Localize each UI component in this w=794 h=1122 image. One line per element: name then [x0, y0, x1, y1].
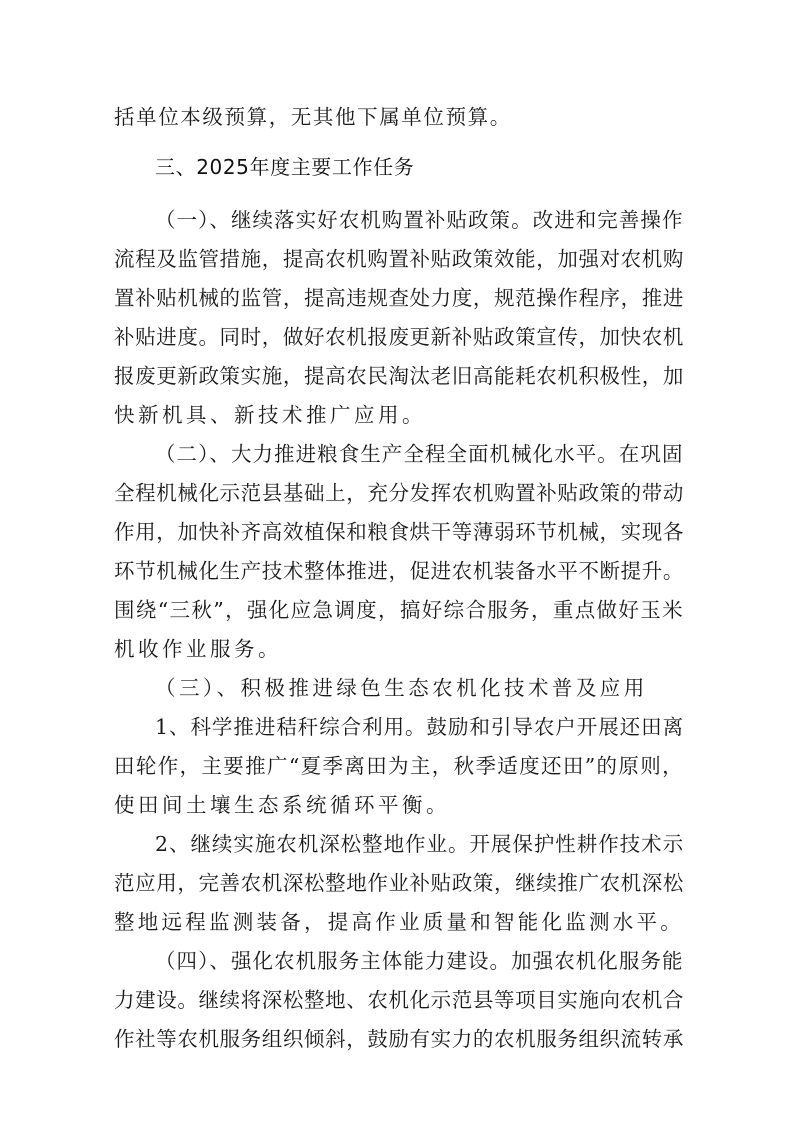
text-line: 围绕“三秋”，强化应急调度，搞好综合服务，重点做好玉米 — [114, 598, 684, 622]
text-line: 补贴进度。同时，做好农机报废更新补贴政策宣传，加快农机 — [114, 325, 684, 349]
text-line: 2、继续实施农机深松整地作业。开展保护性耕作技术示 — [155, 832, 685, 856]
text-line: 报废更新政策实施，提高农民淘汰老旧高能耗农机积极性，加 — [114, 364, 684, 388]
text-line: 田轮作，主要推广“夏季离田为主，秋季适度还田”的原则， — [114, 754, 684, 778]
text-line: 作用，加快补齐高效植保和粮食烘干等薄弱环节机械，实现各 — [114, 520, 684, 544]
text-line: 使田间土壤生态系统循环平衡。 — [114, 793, 450, 817]
text-line: 流程及监管措施，提高农机购置补贴政策效能，加强对农机购 — [114, 247, 684, 271]
text-line: （二）、大力推进粮食生产全程全面机械化水平。在巩固 — [155, 442, 684, 466]
text-line: 范应用，完善农机深松整地作业补贴政策，继续推广农机深松 — [114, 871, 684, 895]
text-line: 力建设。继续将深松整地、农机化示范县等项目实施向农机合 — [114, 988, 684, 1012]
text-line: 环节机械化生产技术整体推进，促进农机装备水平不断提升。 — [114, 559, 684, 583]
text-line: 作社等农机服务组织倾斜，鼓励有实力的农机服务组织流转承 — [114, 1027, 684, 1051]
subsection-heading: （三）、积极推进绿色生态农机化技术普及应用 — [155, 676, 648, 700]
text-line: 机收作业服务。 — [114, 637, 282, 661]
text-line: 快新机具、新技术推广应用。 — [114, 403, 426, 427]
text-line: 整地远程监测装备，提高作业质量和智能化监测水平。 — [114, 910, 684, 934]
text-line: 1、科学推进秸秆综合利用。鼓励和引导农户开展还田离 — [155, 715, 685, 739]
text-line: 置补贴机械的监管，提高违规查处力度，规范操作程序，推进 — [114, 286, 684, 310]
text-line: 全程机械化示范县基础上，充分发挥农机购置补贴政策的带动 — [114, 481, 684, 505]
text-line: （四）、强化农机服务主体能力建设。加强农机化服务能 — [155, 949, 684, 973]
text-line: （一）、继续落实好农机购置补贴政策。改进和完善操作 — [155, 208, 684, 232]
section-heading: 三、2025年度主要工作任务 — [155, 155, 415, 179]
text-line: 括单位本级预算，无其他下属单位预算。 — [114, 105, 512, 129]
